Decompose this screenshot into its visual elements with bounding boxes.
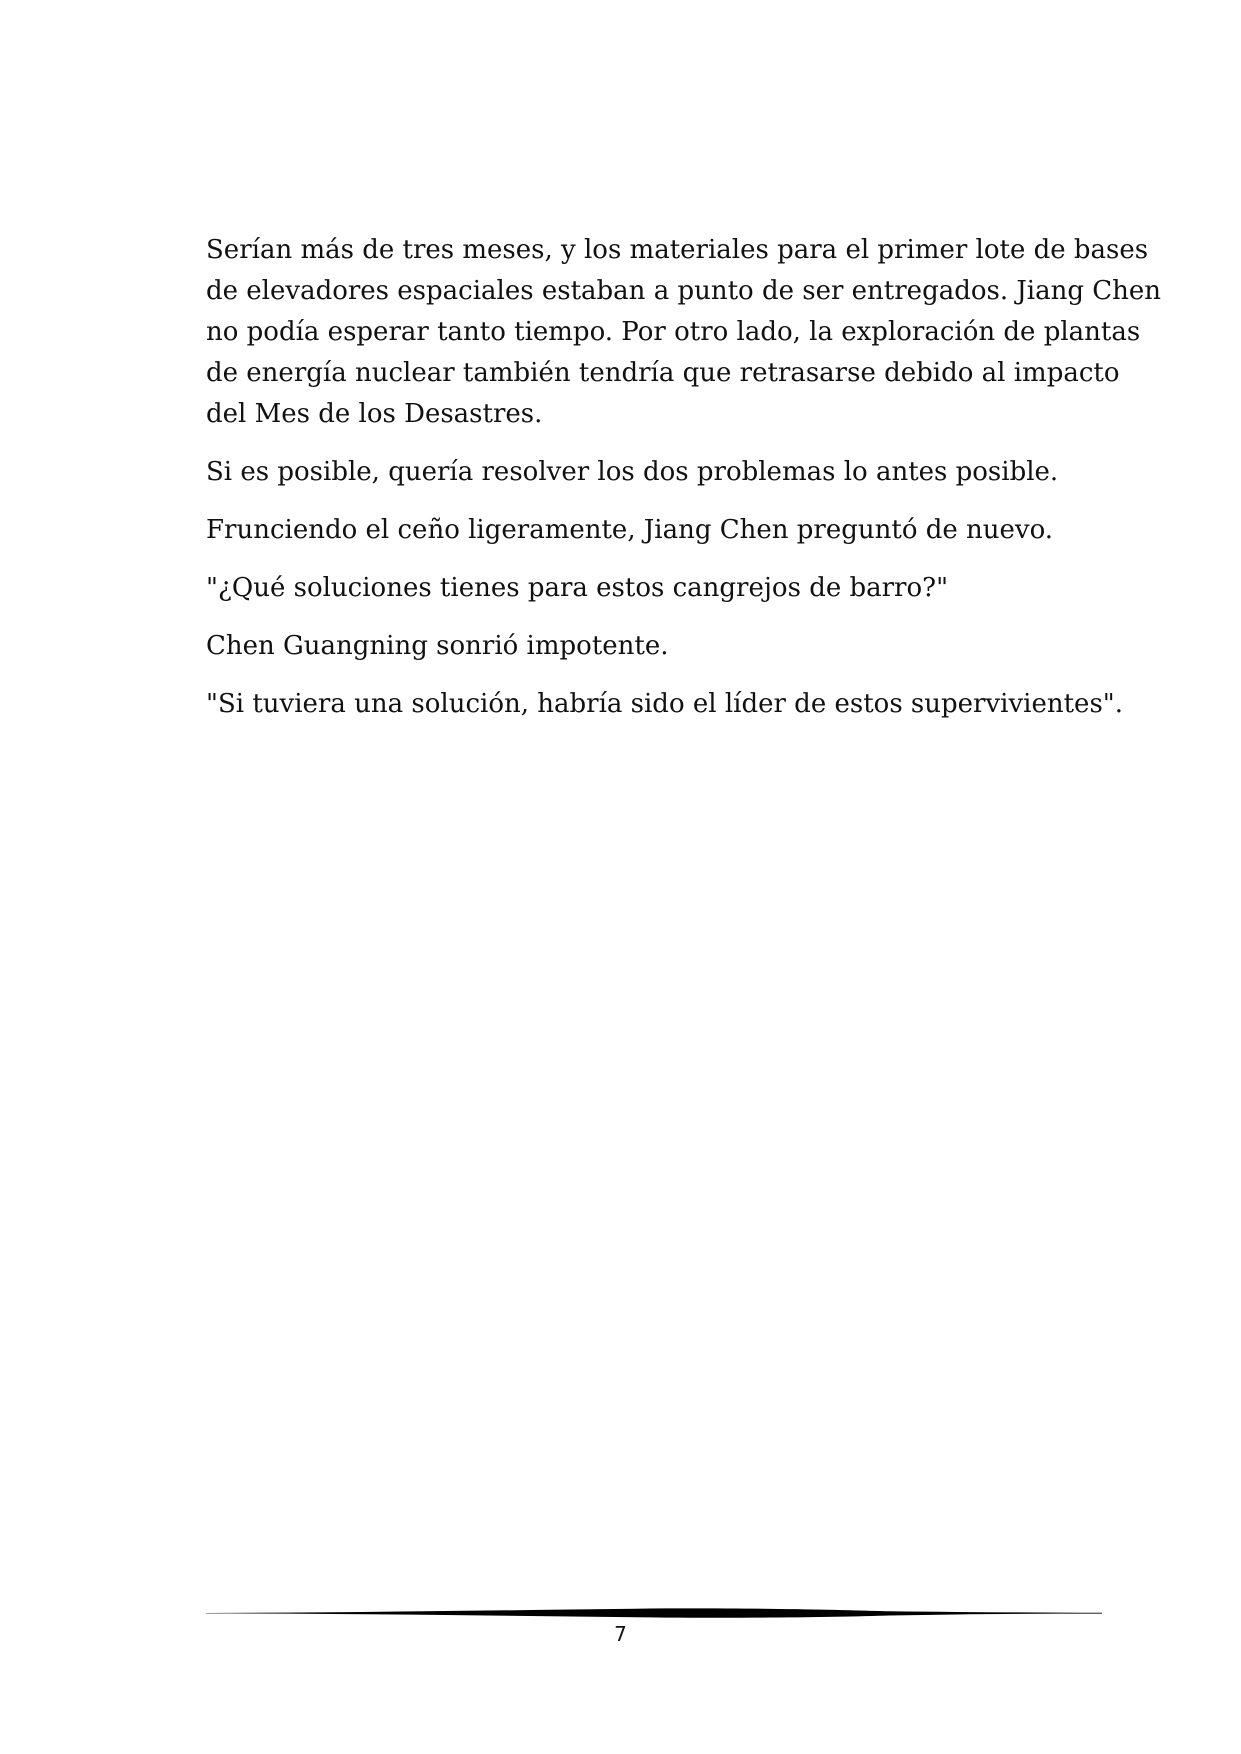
text-line: Frunciendo el ceño ligeramente, Jiang Chen preguntó de nuevo.	[206, 515, 1054, 545]
text-line: "Si tuviera una solución, habría sido el líder de estos supervivientes".	[206, 689, 1124, 719]
paragraph-1	[206, 230, 1162, 435]
paragraph-5	[206, 626, 1086, 667]
text-line: "¿Qué soluciones tienes para estos cangrejos de barro?"	[206, 573, 949, 603]
footer-rule	[206, 1606, 1102, 1620]
text-line: del Mes de los Desastres.	[206, 399, 543, 429]
text-line: Si es posible, quería resolver los dos problemas lo antes posible.	[206, 457, 1059, 487]
paragraph-2	[206, 452, 1086, 493]
paragraph-3	[206, 510, 1086, 551]
text-line: de energía nuclear también tendría que retrasarse debido al impacto	[206, 358, 1120, 388]
text-line: Serían más de tres meses, y los materiales para el primer lote de bases	[206, 235, 1149, 265]
text-line: de elevadores espaciales estaban a punto de ser entregados. Jiang Chen	[206, 276, 1162, 306]
paragraph-6	[206, 684, 1124, 725]
body-text	[206, 230, 1162, 742]
text-line: Chen Guangning sonrió impotente.	[206, 631, 669, 661]
paragraph-4	[206, 568, 1086, 609]
page-number: 7	[614, 1622, 627, 1646]
text-line: no podía esperar tanto tiempo. Por otro lado, la exploración de plantas	[206, 317, 1141, 347]
